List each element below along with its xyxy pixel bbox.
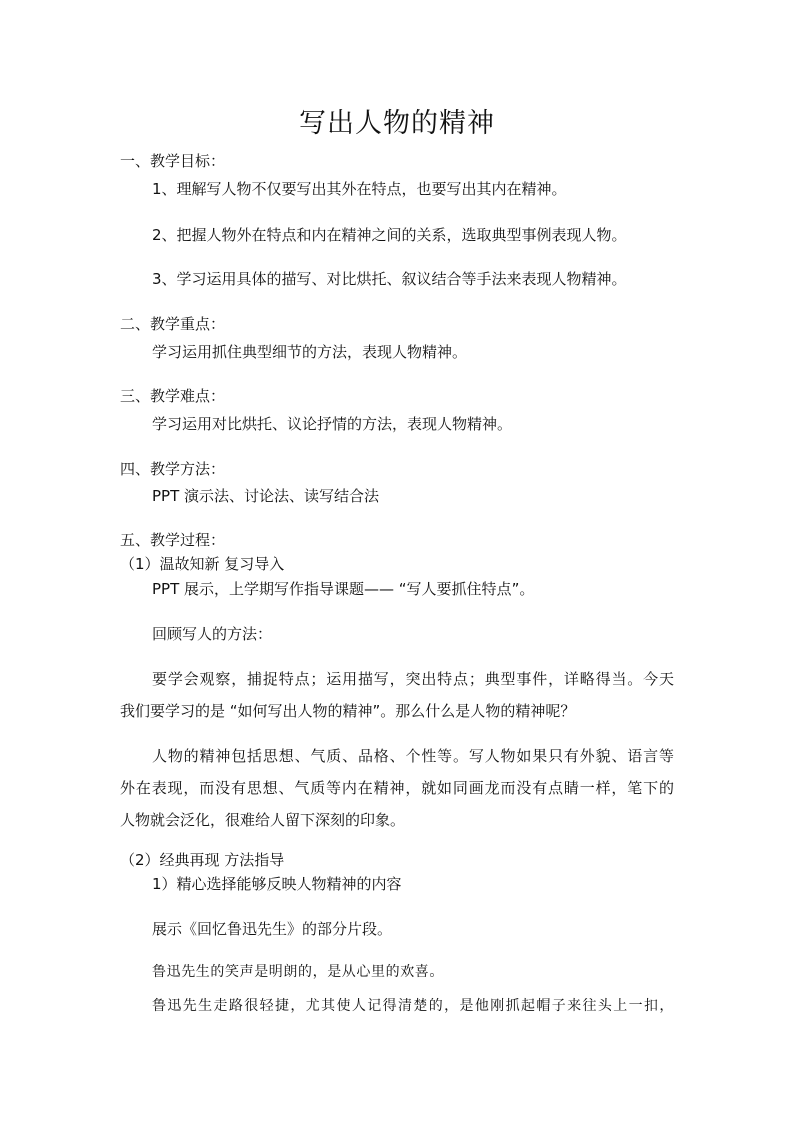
step1-paragraph-1: PPT 展示，上学期写作指导课题—— “写人要抓住特点”。 [152, 580, 535, 598]
section-heading-key-points: 二、教学重点： [120, 315, 226, 333]
step1-paragraph-4-line-3: 人物就会泛化，很难给人留下深刻的印象。 [120, 811, 406, 829]
goal-item-3: 3、学习运用具体的描写、对比烘托、叙议结合等手法来表现人物精神。 [152, 270, 627, 288]
step1-paragraph-4-line-1: 人物的精神包括思想、气质、品格、个性等。写人物如果只有外貌、语言等 [152, 747, 674, 765]
section-heading-process: 五、教学过程： [120, 531, 226, 549]
section-heading-goals: 一、教学目标： [120, 152, 226, 170]
key-points-text: 学习运用抓住典型细节的方法，表现人物精神。 [152, 343, 468, 361]
goal-item-1: 1、理解写人物不仅要写出其外在特点，也要写出其内在精神。 [152, 180, 567, 198]
methods-text: PPT 演示法、讨论法、读写结合法 [152, 487, 380, 505]
step2-heading: （2）经典再现 方法指导 [120, 851, 285, 869]
section-heading-methods: 四、教学方法： [120, 460, 226, 478]
step1-paragraph-3-line-2: 我们要学习的是 “如何写出人物的精神”。那么什么是人物的精神呢？ [120, 702, 576, 720]
step2-paragraph-1: 展示《回忆鲁迅先生》的部分片段。 [152, 920, 393, 938]
step1-paragraph-3-line-1: 要学会观察，捕捉特点；运用描写，突出特点；典型事件，详略得当。今天 [152, 670, 674, 688]
step2-subheading: 1）精心选择能够反映人物精神的内容 [152, 875, 402, 893]
goal-item-2: 2、把握人物外在特点和内在精神之间的关系，选取典型事例表现人物。 [152, 226, 627, 244]
quote-line-2: 鲁迅先生走路很轻捷，尤其使人记得清楚的，是他刚抓起帽子来往头上一扣， [152, 998, 674, 1014]
quote-line-1: 鲁迅先生的笑声是明朗的，是从心里的欢喜。 [152, 964, 444, 980]
section-heading-difficulties: 三、教学难点： [120, 387, 226, 405]
step1-paragraph-4-line-2: 外在表现，而没有思想、气质等内在精神，就如同画龙而没有点睛一样，笔下的 [120, 779, 674, 797]
document-title: 写出人物的精神 [299, 108, 495, 139]
difficulties-text: 学习运用对比烘托、议论抒情的方法，表现人物精神。 [152, 415, 513, 433]
step1-paragraph-2: 回顾写人的方法： [152, 625, 273, 643]
step1-heading: （1）温故知新 复习导入 [120, 555, 285, 573]
